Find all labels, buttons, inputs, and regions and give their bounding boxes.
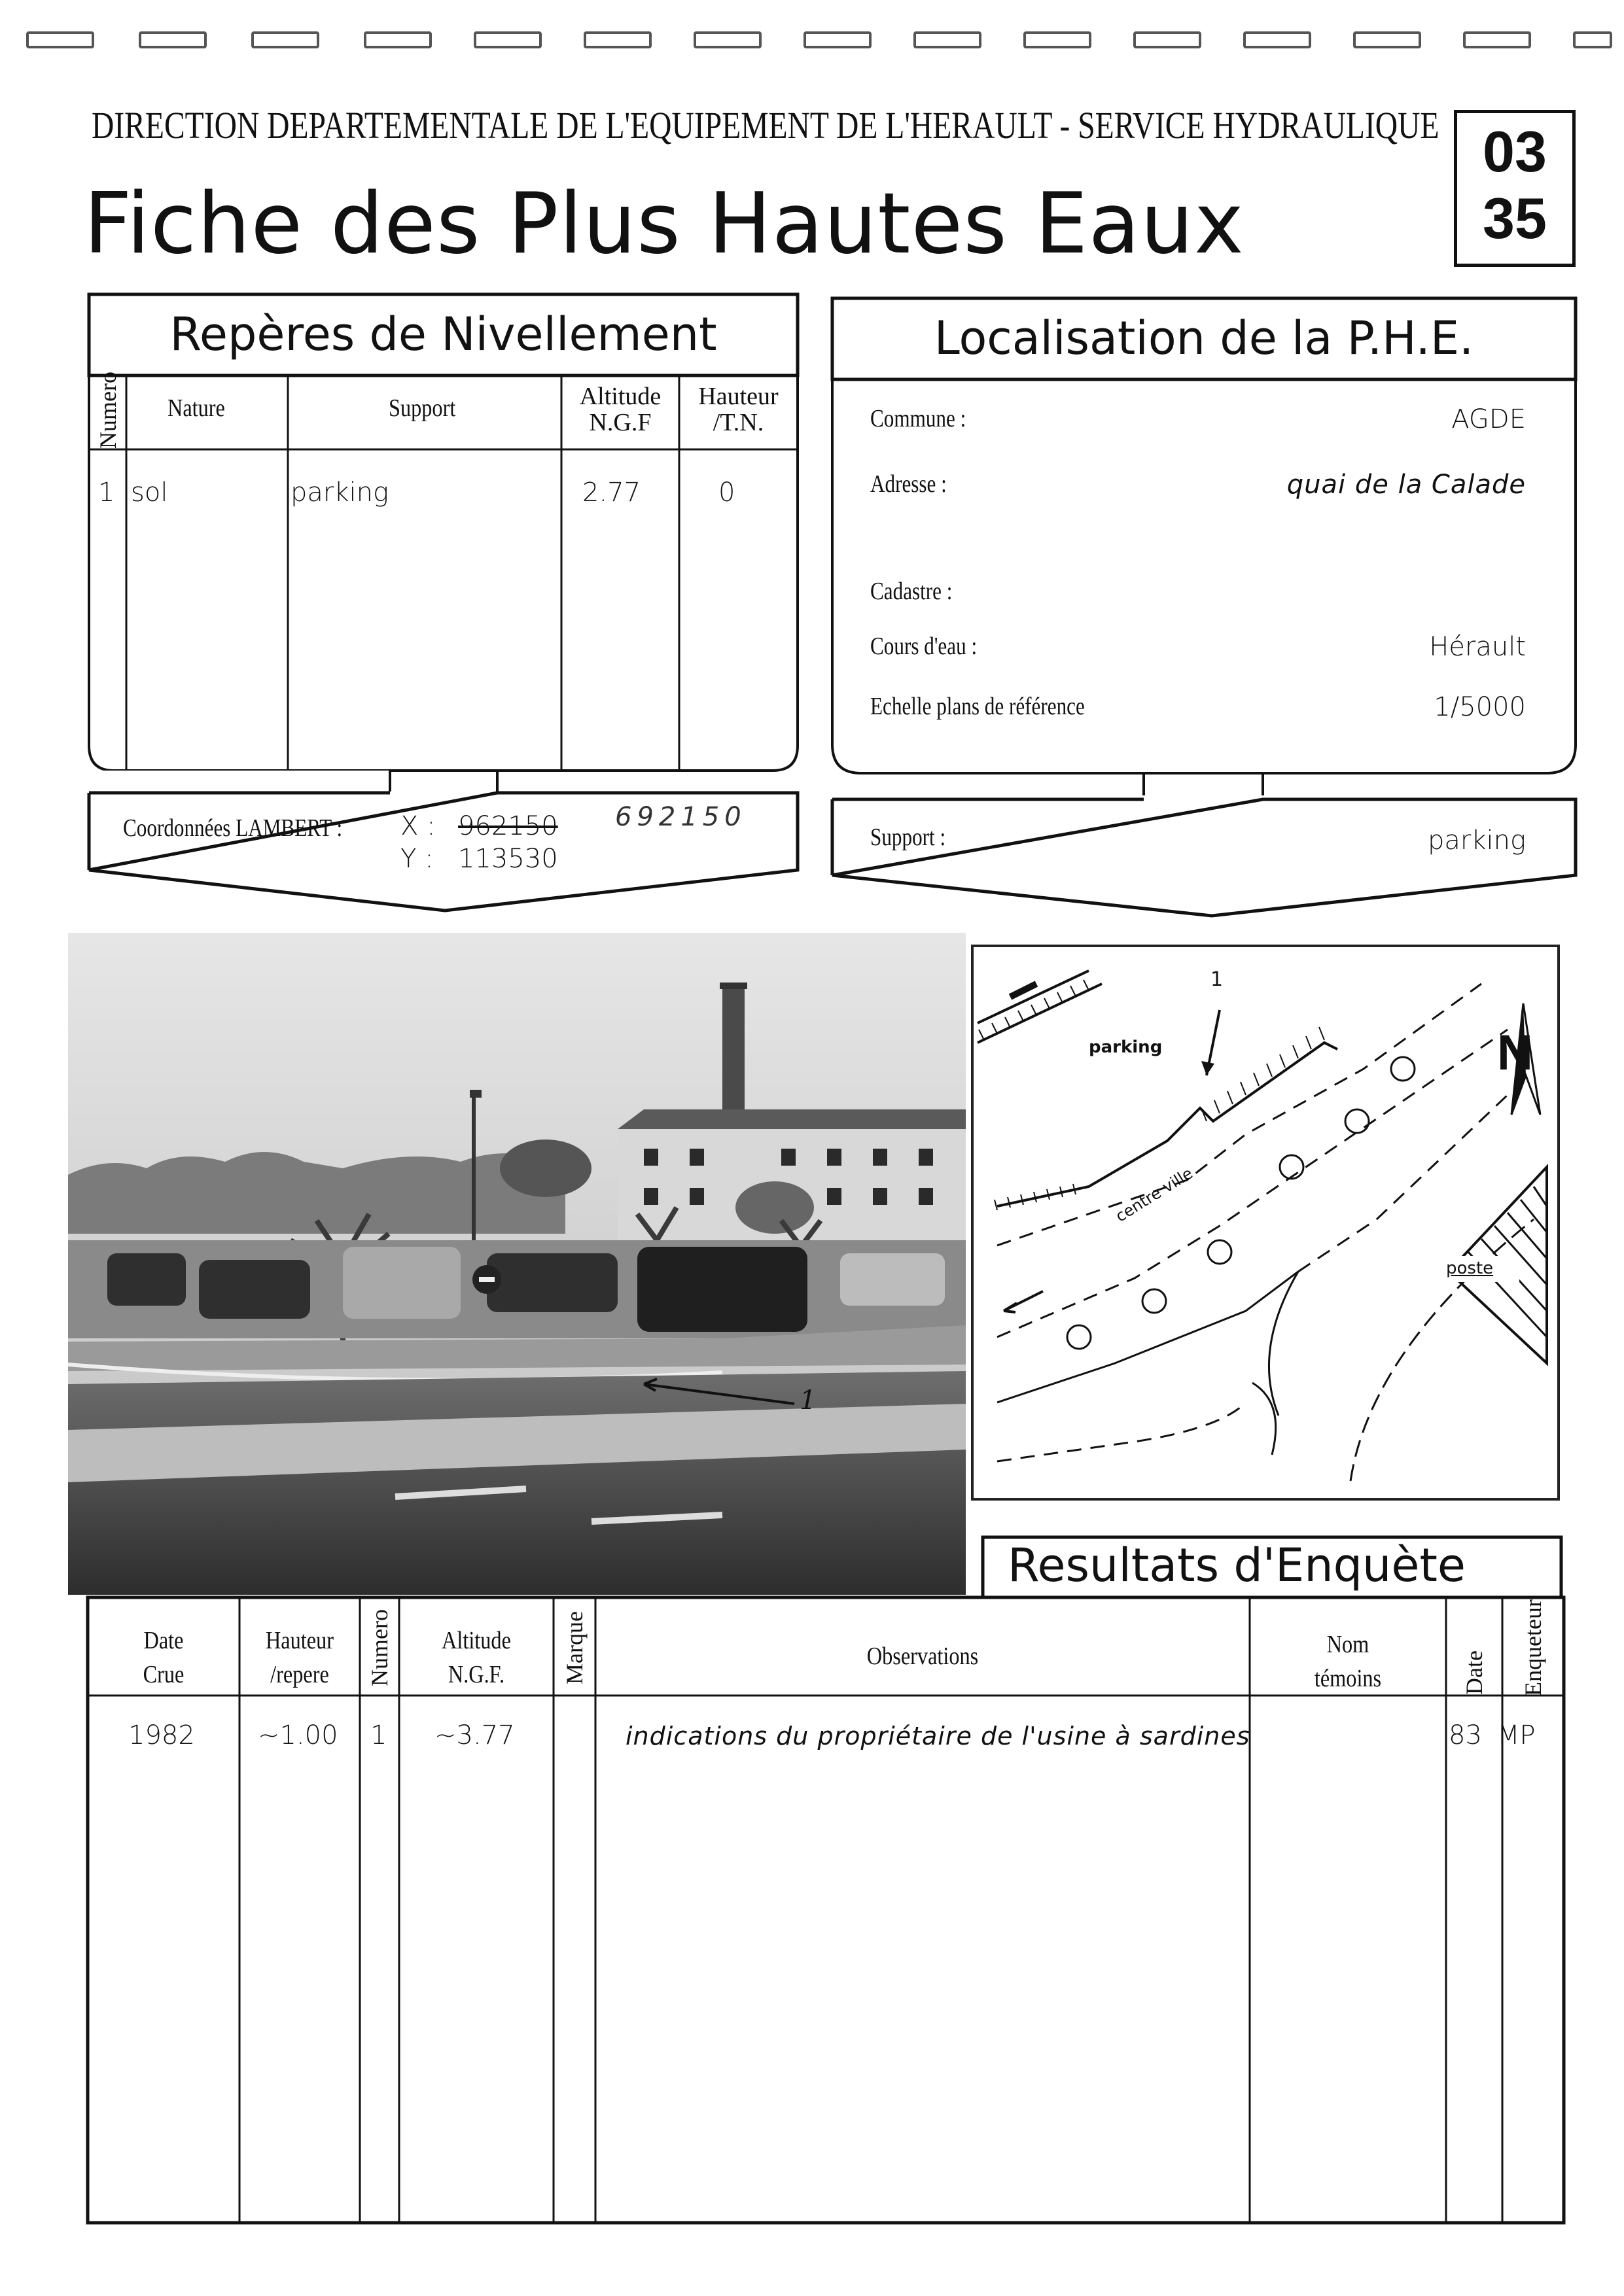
res-altitude: ~3.77 [434, 1720, 515, 1750]
col-altitude-2: N.G.F [589, 409, 652, 436]
support-label: Support : [870, 824, 946, 851]
commune-value: AGDE [1451, 404, 1526, 434]
res-col-date-crue-2: Crue [143, 1661, 185, 1688]
col-hauteur-1: Hauteur [698, 383, 779, 410]
lambert-x-struck: 962150 [458, 811, 558, 841]
res-date: 83 [1449, 1720, 1482, 1750]
repere-support: parking [291, 478, 389, 508]
col-altitude-1: Altitude [579, 383, 662, 410]
lambert-x-label: X : [400, 811, 436, 841]
lambert-x-handwritten: 692150 [615, 802, 747, 832]
plan-centre-ville-label: centre ville [1112, 1164, 1196, 1226]
res-col-observations: Observations [866, 1643, 979, 1670]
res-col-altitude-2: N.G.F. [448, 1661, 505, 1688]
res-hauteur: ~1.00 [258, 1720, 338, 1750]
res-col-date: Date [1461, 1650, 1487, 1695]
support-value: parking [1428, 826, 1526, 856]
echelle-label: Echelle plans de référence [870, 693, 1085, 720]
cours-value: Hérault [1429, 632, 1526, 662]
col-hauteur-2: /T.N. [713, 409, 764, 436]
res-col-date-crue [99, 1624, 228, 1692]
adresse-value: quai de la Calade [1286, 470, 1526, 500]
res-col-hauteur-2: /repere [270, 1661, 329, 1688]
cadastre-label: Cadastre : [870, 578, 953, 605]
res-col-numero: Numero [366, 1609, 393, 1686]
res-col-altitude [411, 1624, 542, 1692]
res-date-crue: 1982 [128, 1720, 195, 1750]
cours-label: Cours d'eau : [870, 633, 978, 660]
res-col-hauteur-1: Hauteur [265, 1627, 334, 1654]
direction-heading: DIRECTION DEPARTEMENTALE DE L'EQUIPEMENT DE L'HERAULT - SERVICE HYDRAULIQUE [92, 104, 1439, 147]
plan-parking-label: parking [1089, 1037, 1163, 1057]
sheet-number-bottom: 35 [1483, 186, 1547, 251]
res-observations: indications du propriétaire de l'usine à sardines [626, 1722, 1250, 1750]
res-col-nom [1265, 1627, 1432, 1696]
res-col-marque: Marque [561, 1611, 588, 1684]
reperes-title: Repères de Nivellement [169, 307, 717, 361]
plan-poste-label: poste [1446, 1259, 1494, 1278]
res-col-nom-1: Nom [1326, 1631, 1369, 1658]
res-col-nom-2: témoins [1314, 1665, 1382, 1692]
repere-numero: 1 [98, 478, 115, 508]
repere-hauteur: 0 [718, 478, 735, 508]
res-col-hauteur [249, 1624, 351, 1692]
col-numero: Numero [95, 372, 121, 449]
lambert-y-label: Y : [400, 844, 434, 874]
adresse-label: Adresse : [870, 470, 947, 498]
lambert-y-value: 113530 [458, 844, 558, 874]
res-col-date-crue-1: Date [143, 1627, 184, 1654]
lambert-label: Coordonnées LAMBERT : [123, 814, 343, 842]
res-col-altitude-1: Altitude [442, 1627, 511, 1654]
localisation-title: Localisation de la P.H.E. [934, 311, 1474, 365]
res-col-enqueteur: Enqueteur [1520, 1599, 1546, 1696]
page-title: Fiche des Plus Hautes Eaux [84, 175, 1244, 273]
res-enqueteur: MP [1497, 1720, 1536, 1750]
photo-marker: 1 [800, 1385, 817, 1416]
col-nature: Nature [168, 394, 225, 422]
repere-nature: sol [131, 478, 168, 508]
resultats-title: Resultats d'Enquète [1008, 1539, 1466, 1592]
repere-altitude: 2.77 [582, 478, 641, 508]
commune-label: Commune : [870, 405, 966, 432]
echelle-value: 1/5000 [1434, 692, 1526, 722]
plan-marker: 1 [1210, 968, 1224, 991]
sheet-number-top: 03 [1483, 119, 1547, 184]
res-numero: 1 [370, 1720, 387, 1750]
plan-north-label: N [1497, 1025, 1533, 1081]
col-support: Support [389, 394, 456, 422]
